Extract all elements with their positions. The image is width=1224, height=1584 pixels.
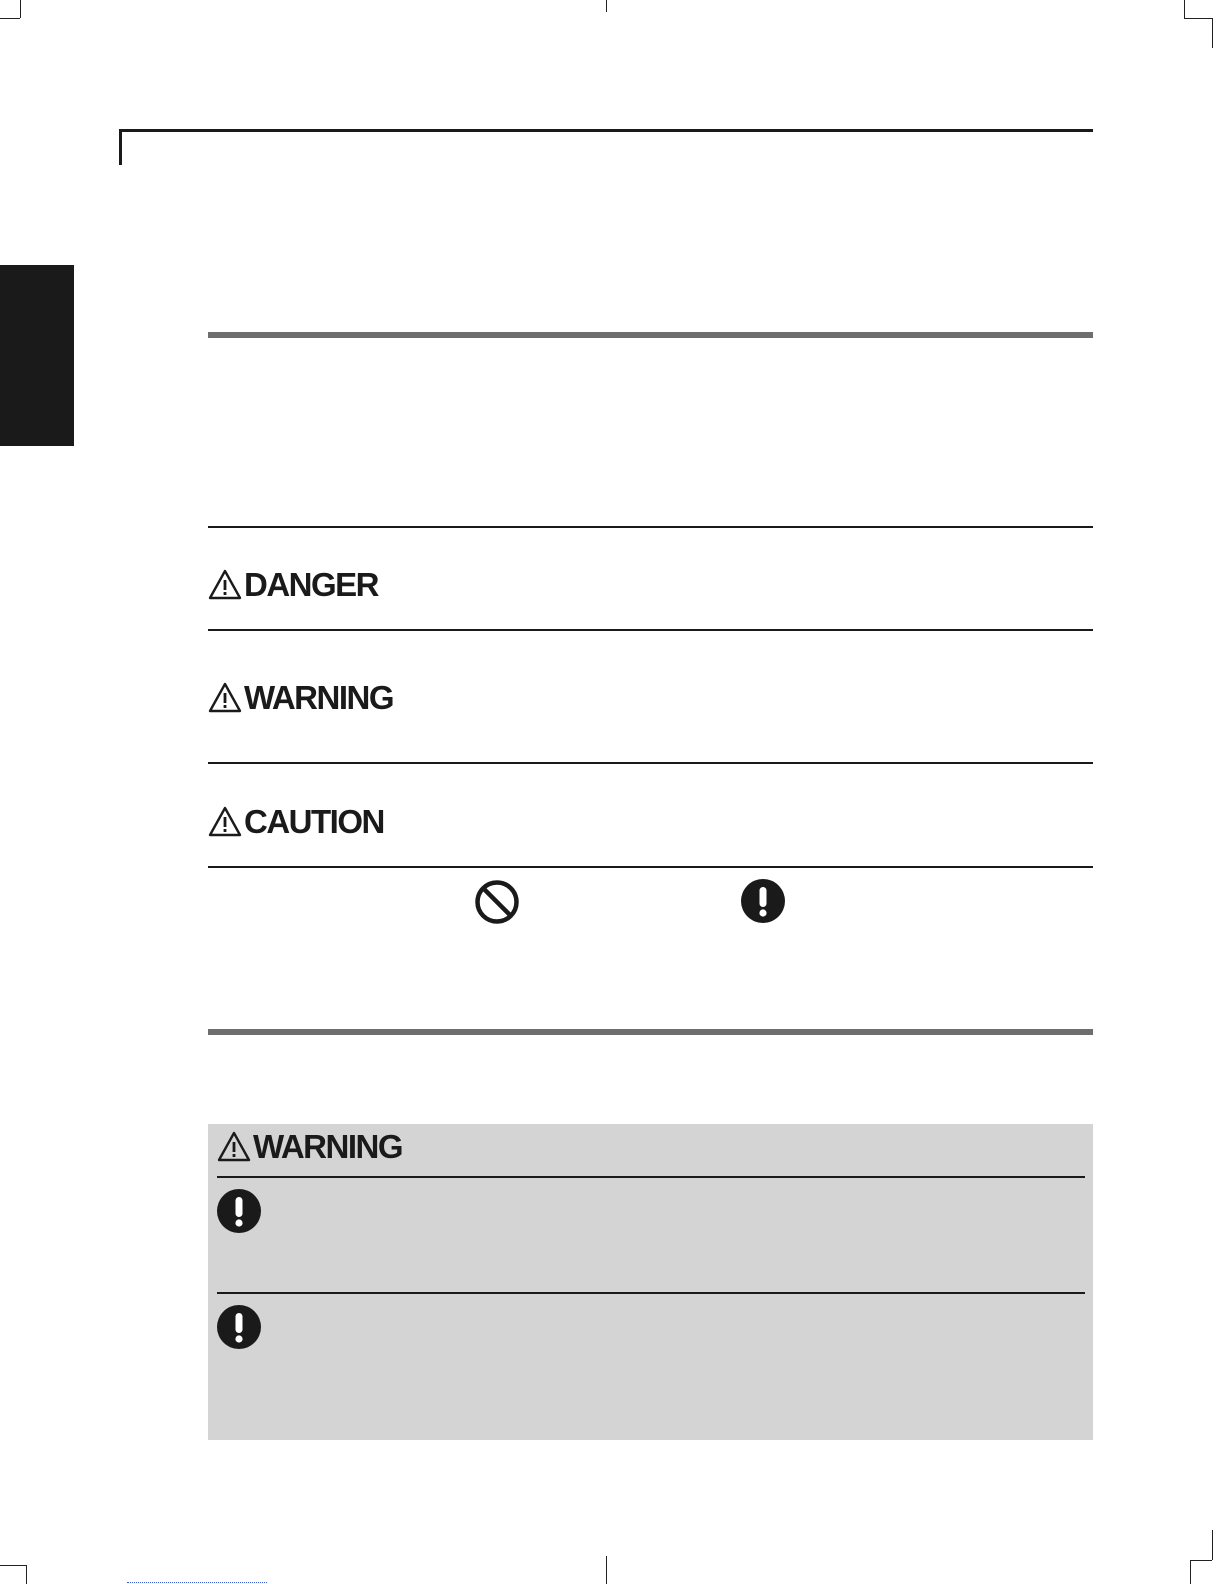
crop-mark-top-center xyxy=(606,0,607,12)
exclamation-circle-icon xyxy=(740,878,786,924)
table-rule-2 xyxy=(208,629,1093,631)
caution-text: CAUTION xyxy=(244,803,384,840)
header-rule xyxy=(119,129,1093,132)
warning-box xyxy=(208,1124,1093,1440)
header-rule-tick xyxy=(119,129,122,165)
crop-mark-top-left-h xyxy=(0,18,20,19)
crop-mark-top-left-v xyxy=(20,0,21,18)
danger-text: DANGER xyxy=(244,566,379,603)
crop-mark-top-right-h xyxy=(1184,18,1212,19)
warning-triangle-icon xyxy=(217,1131,251,1163)
warning-triangle-icon xyxy=(208,682,242,714)
warning-triangle-icon xyxy=(208,806,242,838)
section-rule-top xyxy=(208,332,1093,338)
crop-mark-bottom-right-h xyxy=(1190,1560,1212,1561)
section-rule-bottom xyxy=(208,1029,1093,1035)
crop-mark-bottom-right-v xyxy=(1190,1560,1191,1584)
footer-link-underline xyxy=(127,1582,267,1583)
table-rule-4 xyxy=(208,866,1093,868)
crop-mark-right-upper xyxy=(1212,18,1213,48)
table-rule-3 xyxy=(208,762,1093,764)
crop-mark-top-right-v xyxy=(1184,0,1185,18)
exclamation-circle-icon xyxy=(216,1188,262,1234)
prohibition-icon xyxy=(474,879,520,925)
warning-triangle-icon xyxy=(208,569,242,601)
crop-mark-right-lower xyxy=(1212,1530,1213,1560)
crop-mark-bottom-left-h xyxy=(0,1565,26,1566)
table-rule-1 xyxy=(208,526,1093,528)
warning-box-rule-1 xyxy=(217,1176,1085,1178)
warning-text: WARNING xyxy=(244,679,393,716)
warning-box-rule-2 xyxy=(217,1292,1085,1294)
section-tab xyxy=(0,265,74,446)
danger-label xyxy=(208,565,378,605)
warning-label xyxy=(208,678,393,718)
crop-mark-bottom-left-v xyxy=(26,1565,27,1584)
caution-label xyxy=(208,802,384,842)
warning-box-heading-text: WARNING xyxy=(253,1128,402,1165)
warning-box-heading xyxy=(217,1127,402,1167)
crop-mark-bottom-center xyxy=(606,1556,607,1584)
exclamation-circle-icon xyxy=(216,1304,262,1350)
